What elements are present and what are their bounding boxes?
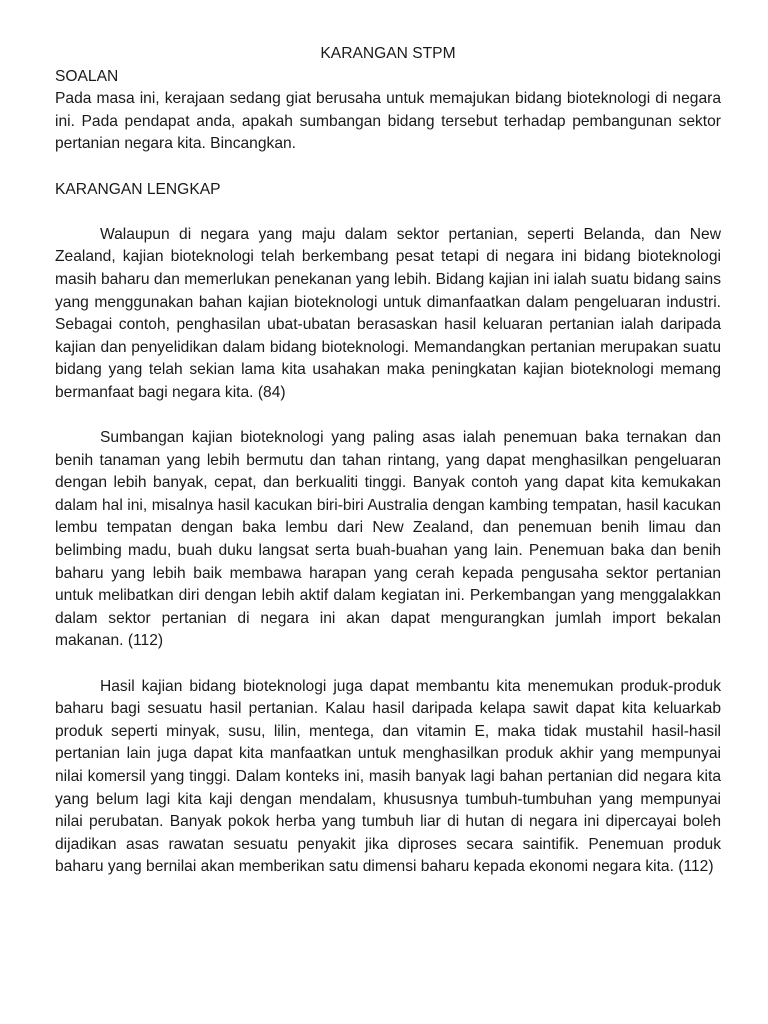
document-page (55, 43, 721, 879)
question-label: SOALAN (55, 67, 119, 85)
essay-paragraph-1: Walaupun di negara yang maju dalam sektor pertanian, seperti Belanda, dan New Zealand, kajian bioteknologi telah berkembang pesat tetapi di negara ini bidang bioteknologi masih baharu dan memerlukan penekanan yang lebih. Bidang kajian ini ialah suatu bidang sains yang menggunakan bahan kajian bioteknologi untuk dimanfaatkan dalam pengeluaran industri. Sebagai contoh, penghasilan ubat-ubatan berasaskan hasil keluaran pertanian ialah daripada kajian dan penyelidikan dalam bidang bioteknologi. Memandangkan pertanian merupakan suatu bidang yang telah sekian lama kita usahakan maka peningkatan kajian bioteknologi memang bermanfaat bagi negara kita. (84) (55, 225, 721, 401)
essay-paragraph-2: Sumbangan kajian bioteknologi yang paling asas ialah penemuan baka ternakan dan benih tanaman yang lebih bermutu dan tahan rintang, yang dapat menghasilkan pengeluaran dengan lebih banyak, cepat, dan berkualiti tinggi. Banyak contoh yang dapat kita kemukakan dalam hal ini, misalnya hasil kacukan biri-biri Australia dengan kambing tempatan, hasil kacukan lembu tempatan dengan baka lembu dari New Zealand, dan penemuan benih limau dan belimbing madu, buah duku langsat serta buah-buahan yang lain. Penemuan baka dan benih baharu yang lebih baik membawa harapan yang cerah kepada pengusaha sektor pertanian untuk melibatkan diri dengan lebih aktif dalam kegiatan ini. Perkembangan yang menggalakkan dalam sektor pertanian di negara ini akan dapat mengurangkan jumlah import bekalan makanan. (112) (55, 429, 721, 650)
document-title: KARANGAN STPM (320, 45, 456, 62)
question-text: Pada masa ini, kerajaan sedang giat berusaha untuk memajukan bidang bioteknologi di negara ini. Pada pendapat anda, apakah sumbangan bidang tersebut terhadap pembangunan sektor pertanian negara kita. Bincangkan. (55, 90, 721, 153)
essay-label: KARANGAN LENGKAP (55, 180, 221, 198)
essay-paragraph-3: Hasil kajian bidang bioteknologi juga dapat membantu kita menemukan produk-produk baharu bagi sesuatu hasil pertanian. Kalau hasil daripada kelapa sawit dapat kita keluarkab produk seperti minyak, susu, lilin, mentega, dan vitamin E, maka tidak mustahil hasil-hasil pertanian lain juga dapat kita manfaatkan untuk menghasilkan produk akhir yang mempunyai nilai komersil yang tinggi. Dalam konteks ini, masih banyak lagi bahan pertanian did negara kita yang belum lagi kita kaji dengan mendalam, khususnya tumbuh-tumbuhan yang mempunyai nilai perubatan. Banyak pokok herba yang tumbuh liar di hutan di negara ini dipercayai boleh dijadikan asas rawatan sesuatu penyakit jika diproses secara saintifik. Penemuan produk baharu yang bernilai akan memberikan satu dimensi baharu kepada ekonomi negara kita. (112) (55, 677, 721, 876)
